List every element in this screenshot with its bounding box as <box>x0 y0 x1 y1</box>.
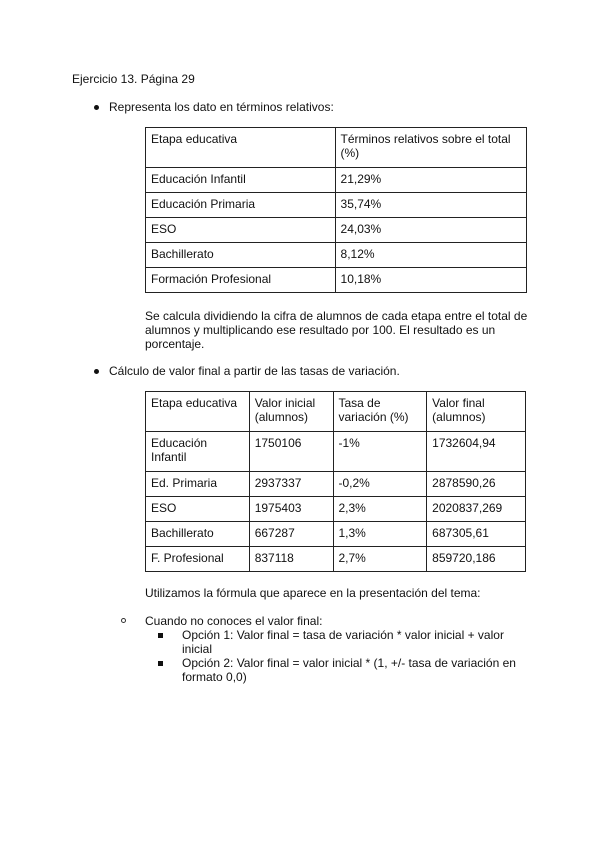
table-cell: 687305,61 <box>427 522 526 547</box>
formula-intro: Utilizamos la fórmula que aparece en la presentación del tema: <box>145 586 481 600</box>
table-cell: 1732604,94 <box>427 432 526 472</box>
bullet-item-relative <box>109 100 334 114</box>
table-cell: 2,7% <box>333 547 427 572</box>
table-cell: 1975403 <box>249 497 333 522</box>
table-header-cell: Términos relativos sobre el total (%) <box>335 128 526 168</box>
relative-terms-table <box>145 127 527 293</box>
option-item-1 <box>182 628 530 656</box>
table-row <box>146 547 526 572</box>
table-cell: Bachillerato <box>146 522 250 547</box>
table-cell: -1% <box>333 432 427 472</box>
table-row <box>146 432 526 472</box>
explanation-paragraph: Se calcula dividiendo la cifra de alumnos de cada etapa entre el total de alumnos y multiplicando ese resultado por 100. El resultado es un porcentaje. <box>145 309 528 351</box>
table-cell: Educación Infantil <box>146 432 250 472</box>
table-cell: 2878590,26 <box>427 472 526 497</box>
table-cell: 8,12% <box>335 243 526 268</box>
table-cell: -0,2% <box>333 472 427 497</box>
table-header-cell: Valor inicial (alumnos) <box>249 392 333 432</box>
table-header-row <box>146 128 527 168</box>
table-cell: 35,74% <box>335 193 526 218</box>
table-cell: 24,03% <box>335 218 526 243</box>
table-cell: 2,3% <box>333 497 427 522</box>
table-header-cell: Etapa educativa <box>146 128 336 168</box>
table-row <box>146 193 527 218</box>
table-row <box>146 243 527 268</box>
table-row <box>146 497 526 522</box>
bullet-text: Cálculo de valor final a partir de las tasas de variación. <box>109 364 400 378</box>
bullet-item-final-value <box>109 364 400 378</box>
option-item-2 <box>182 656 530 684</box>
table-header-row <box>146 392 526 432</box>
table-cell: 667287 <box>249 522 333 547</box>
table-row <box>146 268 527 293</box>
bullet-text: Cuando no conoces el valor final: <box>145 614 323 628</box>
table-cell: F. Profesional <box>146 547 250 572</box>
table-cell: 837118 <box>249 547 333 572</box>
table-cell: Bachillerato <box>146 243 336 268</box>
table-cell: Educación Primaria <box>146 193 336 218</box>
table-cell: Ed. Primaria <box>146 472 250 497</box>
table-row <box>146 522 526 547</box>
table-row <box>146 168 527 193</box>
final-value-table <box>145 391 526 572</box>
table-header-cell: Valor final (alumnos) <box>427 392 526 432</box>
sub-bullet-item <box>145 614 322 628</box>
table-cell: 21,29% <box>335 168 526 193</box>
table-cell: ESO <box>146 218 336 243</box>
bullet-text: Opción 2: Valor final = valor inicial * (1, +/- tasa de variación en formato 0,0) <box>182 656 516 684</box>
bullet-text: Representa los dato en términos relativos: <box>109 100 334 114</box>
table-cell: 10,18% <box>335 268 526 293</box>
table-cell: 1750106 <box>249 432 333 472</box>
table-cell: ESO <box>146 497 250 522</box>
table-cell: 2937337 <box>249 472 333 497</box>
table-row <box>146 218 527 243</box>
table-cell: Educación Infantil <box>146 168 336 193</box>
table-cell: 2020837,269 <box>427 497 526 522</box>
table-cell: 859720,186 <box>427 547 526 572</box>
table-row <box>146 472 526 497</box>
bullet-text: Opción 1: Valor final = tasa de variación * valor inicial + valor inicial <box>182 628 504 656</box>
table-header-cell: Tasa de variación (%) <box>333 392 427 432</box>
exercise-heading: Ejercicio 13. Página 29 <box>72 72 195 86</box>
table-cell: Formación Profesional <box>146 268 336 293</box>
table-cell: 1,3% <box>333 522 427 547</box>
table-header-cell: Etapa educativa <box>146 392 250 432</box>
